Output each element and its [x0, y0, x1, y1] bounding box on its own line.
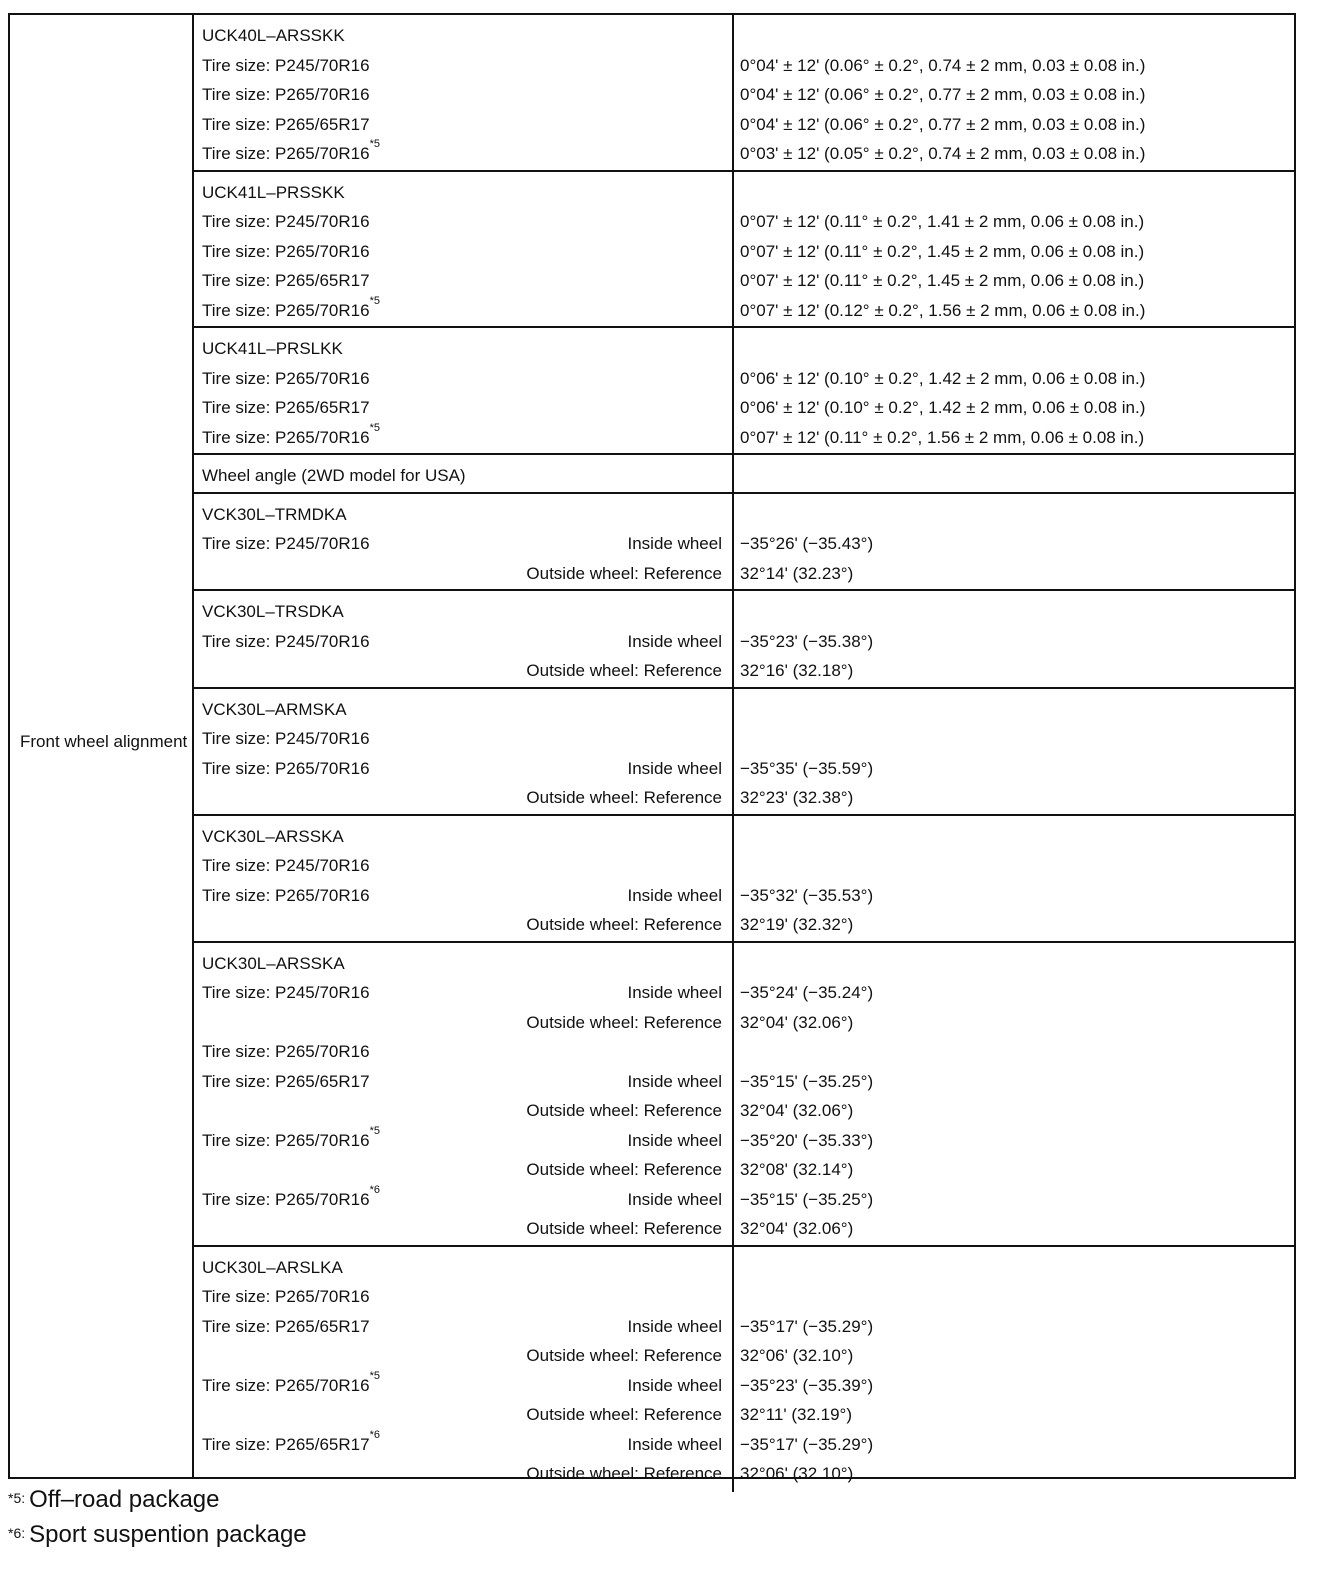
spec-value: −35°15' (−35.25°) [740, 1071, 874, 1091]
tire-size-text: Tire size: P265/70R16 [202, 144, 370, 163]
spec-group [194, 15, 1296, 172]
spec-value: 32°19' (32.32°) [740, 915, 854, 934]
spec-line [194, 237, 1296, 267]
model-line [194, 500, 1296, 530]
spec-line [194, 207, 1296, 237]
spec-line [194, 266, 1296, 296]
model-line [194, 178, 1296, 208]
spec-value: −35°35' (−35.59°) [740, 758, 874, 778]
footnote-ref: *5 [369, 294, 380, 307]
footnote-ref: *6 [369, 1183, 380, 1196]
spec-value: −35°23' (−35.39°) [740, 1375, 874, 1395]
footnote-ref: *6 [369, 1428, 380, 1441]
tire-size [202, 423, 380, 453]
tire-size-text: Tire size: P245/70R16 [202, 55, 370, 75]
spec-value: 32°14' (32.23°) [740, 563, 854, 583]
spec-value: 32°04' (32.06°) [740, 1012, 854, 1032]
spec-value: 0°04' ± 12' (0.06° ± 0.2°, 0.74 ± 2 mm, 0.03 ± 0.08 in.) [740, 55, 1146, 75]
footnote-6 [8, 1519, 307, 1551]
model-line [194, 822, 1296, 852]
wheel-side: Inside wheel [627, 1071, 722, 1091]
spec-line [194, 559, 1296, 589]
tire-size-text: Tire size: P265/70R16 [202, 427, 370, 447]
spec-value: 32°04' (32.06°) [740, 1219, 854, 1238]
tire-size [202, 627, 370, 657]
tire-size-text: Tire size: P265/70R16 [202, 1189, 370, 1209]
model-code: UCK41L–PRSSKK [202, 182, 345, 202]
spec-line [194, 1096, 1296, 1126]
tire-size-text: Tire size: P265/70R16 [202, 885, 370, 905]
spec-line [194, 656, 1296, 686]
tire-size [202, 237, 370, 267]
spec-line [194, 724, 1296, 754]
wheel-side: Inside wheel [627, 1130, 722, 1150]
spec-line [194, 296, 1296, 326]
wheel-side: Inside wheel [627, 1434, 722, 1454]
row-label: Front wheel alignment [20, 732, 188, 751]
wheel-side: Outside wheel: Reference [526, 1012, 722, 1032]
model-code: UCK30L–ARSLKA [202, 1257, 343, 1277]
model-code: VCK30L–TRMDKA [202, 504, 347, 524]
tire-size [202, 724, 370, 754]
spec-line [194, 51, 1296, 81]
wheel-side: Outside wheel: Reference [526, 1405, 722, 1424]
tire-size [202, 881, 370, 911]
tire-size-text: Tire size: P265/70R16 [202, 85, 370, 104]
wheel-side: Outside wheel: Reference [526, 1464, 722, 1483]
spec-line [194, 978, 1296, 1008]
wheel-side: Inside wheel [627, 631, 722, 651]
spec-value: −35°24' (−35.24°) [740, 983, 874, 1002]
tire-size [202, 1312, 370, 1342]
model-line [194, 461, 1296, 491]
spec-value: −35°17' (−35.29°) [740, 1434, 874, 1454]
spec-value: 32°06' (32.10°) [740, 1346, 854, 1365]
spec-line [194, 910, 1296, 940]
spec-line [194, 423, 1296, 453]
spec-group [194, 328, 1296, 455]
spec-line [194, 1400, 1296, 1430]
spec-line [194, 627, 1296, 657]
spec-value: 0°06' ± 12' (0.10° ± 0.2°, 1.42 ± 2 mm, 0.06 ± 0.08 in.) [740, 398, 1146, 417]
spec-line [194, 1037, 1296, 1067]
tire-size-text: Tire size: P265/65R17 [202, 1316, 370, 1336]
spec-value: −35°17' (−35.29°) [740, 1316, 874, 1336]
tire-size [202, 1126, 380, 1156]
tire-size-text: Tire size: P265/65R17 [202, 398, 370, 417]
tire-size-text: Tire size: P265/70R16 [202, 368, 370, 388]
tire-size [202, 51, 370, 81]
spec-value: −35°32' (−35.53°) [740, 885, 874, 905]
spec-line [194, 783, 1296, 813]
spec-value: −35°23' (−35.38°) [740, 631, 874, 651]
tire-size [202, 1430, 380, 1460]
wheel-side: Inside wheel [627, 1375, 722, 1395]
footnote-text: Off–road package [29, 1486, 220, 1513]
tire-size [202, 754, 370, 784]
spec-value: 32°16' (32.18°) [740, 661, 854, 680]
spec-line [194, 529, 1296, 559]
tire-size [202, 1371, 380, 1401]
model-line [194, 949, 1296, 979]
tire-size-text: Tire size: P265/70R16 [202, 758, 370, 778]
tire-size-text: Tire size: P265/65R17 [202, 271, 370, 290]
spec-line [194, 393, 1296, 423]
wheel-side: Inside wheel [627, 1189, 722, 1209]
spec-value: 0°07' ± 12' (0.11° ± 0.2°, 1.56 ± 2 mm, 0.06 ± 0.08 in.) [740, 427, 1145, 447]
spec-group [194, 816, 1296, 943]
tire-size [202, 266, 370, 296]
spec-group [194, 494, 1296, 592]
spec-group [194, 455, 1296, 494]
tire-size-text: Tire size: P265/70R16 [202, 1130, 370, 1150]
spec-value: 32°08' (32.14°) [740, 1160, 854, 1179]
tire-size [202, 393, 370, 423]
spec-line [194, 1185, 1296, 1215]
wheel-side: Outside wheel: Reference [526, 1101, 722, 1120]
spec-line [194, 110, 1296, 140]
spec-value: 0°07' ± 12' (0.11° ± 0.2°, 1.45 ± 2 mm, 0.06 ± 0.08 in.) [740, 241, 1145, 261]
tire-size-text: Tire size: P265/65R17 [202, 114, 370, 134]
footnote-5 [8, 1484, 219, 1516]
spec-value: 0°07' ± 12' (0.12° ± 0.2°, 1.56 ± 2 mm, 0.06 ± 0.08 in.) [740, 300, 1146, 320]
spec-value: 0°07' ± 12' (0.11° ± 0.2°, 1.45 ± 2 mm, 0.06 ± 0.08 in.) [740, 271, 1145, 290]
tire-size [202, 139, 380, 169]
tire-size [202, 110, 370, 140]
model-line [194, 597, 1296, 627]
tire-size [202, 851, 370, 881]
wheel-side: Inside wheel [627, 885, 722, 905]
spec-group [194, 591, 1296, 689]
spec-line [194, 1341, 1296, 1371]
tire-size-text: Tire size: P265/70R16 [202, 241, 370, 261]
tire-size [202, 80, 370, 110]
spec-line [194, 1067, 1296, 1097]
footnote-mark: *6: [8, 1525, 26, 1541]
spec-value: 0°03' ± 12' (0.05° ± 0.2°, 0.74 ± 2 mm, 0.03 ± 0.08 in.) [740, 144, 1146, 163]
spec-group [194, 172, 1296, 329]
spec-line [194, 139, 1296, 169]
spec-line [194, 881, 1296, 911]
tire-size [202, 296, 380, 326]
spec-line [194, 1312, 1296, 1342]
spec-line [194, 1008, 1296, 1038]
model-code: Wheel angle (2WD model for USA) [202, 466, 466, 485]
wheel-side: Outside wheel: Reference [526, 563, 722, 583]
tire-size [202, 529, 370, 559]
spec-line [194, 1282, 1296, 1312]
model-code: UCK40L–ARSSKK [202, 26, 345, 45]
spec-value: 0°04' ± 12' (0.06° ± 0.2°, 0.77 ± 2 mm, 0.03 ± 0.08 in.) [740, 85, 1146, 104]
spec-line [194, 80, 1296, 110]
footnote-mark: *5: [8, 1490, 26, 1506]
tire-size-text: Tire size: P245/70R16 [202, 631, 370, 651]
row-label-cell [10, 15, 194, 1477]
wheel-side: Inside wheel [627, 983, 722, 1002]
specification-table [8, 13, 1296, 1483]
tire-size-text: Tire size: P265/65R17 [202, 1434, 370, 1454]
model-line [194, 334, 1296, 364]
tire-size [202, 1185, 380, 1215]
tire-size [202, 1282, 370, 1312]
tire-size-text: Tire size: P245/70R16 [202, 534, 370, 553]
spec-group [194, 1247, 1296, 1492]
spec-value: 0°04' ± 12' (0.06° ± 0.2°, 0.77 ± 2 mm, 0.03 ± 0.08 in.) [740, 114, 1146, 134]
spec-value: −35°15' (−35.25°) [740, 1189, 874, 1209]
model-code: VCK30L–ARMSKA [202, 699, 347, 719]
tire-size-text: Tire size: P245/70R16 [202, 983, 370, 1002]
tire-size [202, 207, 370, 237]
spec-group [194, 943, 1296, 1247]
spec-line [194, 1430, 1296, 1460]
tire-size [202, 1037, 370, 1067]
wheel-side: Inside wheel [627, 758, 722, 778]
tire-size-text: Tire size: P265/70R16 [202, 1287, 370, 1306]
wheel-side: Outside wheel: Reference [526, 661, 722, 680]
tire-size [202, 364, 370, 394]
spec-group [194, 689, 1296, 816]
wheel-side: Outside wheel: Reference [526, 915, 722, 934]
spec-line [194, 754, 1296, 784]
spec-value: 32°23' (32.38°) [740, 788, 854, 807]
tire-size-text: Tire size: P245/70R16 [202, 212, 370, 231]
spec-line [194, 364, 1296, 394]
spec-line [194, 1126, 1296, 1156]
model-code: UCK41L–PRSLKK [202, 339, 343, 358]
footnote-ref: *5 [369, 1369, 380, 1382]
footnote-ref: *5 [369, 1124, 380, 1137]
spec-value: −35°26' (−35.43°) [740, 534, 874, 553]
spec-line [194, 1155, 1296, 1185]
tire-size-text: Tire size: P265/70R16 [202, 1375, 370, 1395]
tire-size-text: Tire size: P265/70R16 [202, 300, 370, 320]
model-line [194, 695, 1296, 725]
tire-size-text: Tire size: P245/70R16 [202, 856, 370, 875]
spec-value: −35°20' (−35.33°) [740, 1130, 874, 1150]
wheel-side: Inside wheel [627, 534, 722, 553]
tire-size [202, 978, 370, 1008]
tire-size [202, 1067, 370, 1097]
tire-size-text: Tire size: P265/65R17 [202, 1071, 370, 1091]
footnote-text: Sport suspention package [29, 1521, 307, 1548]
spec-line [194, 1371, 1296, 1401]
spec-line [194, 1459, 1296, 1489]
spec-line [194, 851, 1296, 881]
model-code: VCK30L–TRSDKA [202, 602, 344, 621]
model-code: VCK30L–ARSSKA [202, 826, 344, 846]
spec-value: 0°07' ± 12' (0.11° ± 0.2°, 1.41 ± 2 mm, 0.06 ± 0.08 in.) [740, 212, 1145, 231]
tire-size-text: Tire size: P265/70R16 [202, 1042, 370, 1061]
spec-value: 32°06' (32.10°) [740, 1464, 854, 1483]
model-code: UCK30L–ARSSKA [202, 953, 345, 973]
spec-value: 32°11' (32.19°) [740, 1405, 852, 1424]
wheel-side: Outside wheel: Reference [526, 1160, 722, 1179]
spec-value: 0°06' ± 12' (0.10° ± 0.2°, 1.42 ± 2 mm, 0.06 ± 0.08 in.) [740, 368, 1146, 388]
wheel-side: Inside wheel [627, 1316, 722, 1336]
model-line [194, 1253, 1296, 1283]
footnote-ref: *5 [369, 138, 380, 150]
tire-size-text: Tire size: P245/70R16 [202, 729, 370, 748]
spec-line [194, 1214, 1296, 1244]
wheel-side: Outside wheel: Reference [526, 788, 722, 807]
wheel-side: Outside wheel: Reference [526, 1219, 722, 1238]
model-line [194, 21, 1296, 51]
wheel-side: Outside wheel: Reference [526, 1346, 722, 1365]
spec-value: 32°04' (32.06°) [740, 1101, 854, 1120]
footnote-ref: *5 [369, 421, 380, 434]
